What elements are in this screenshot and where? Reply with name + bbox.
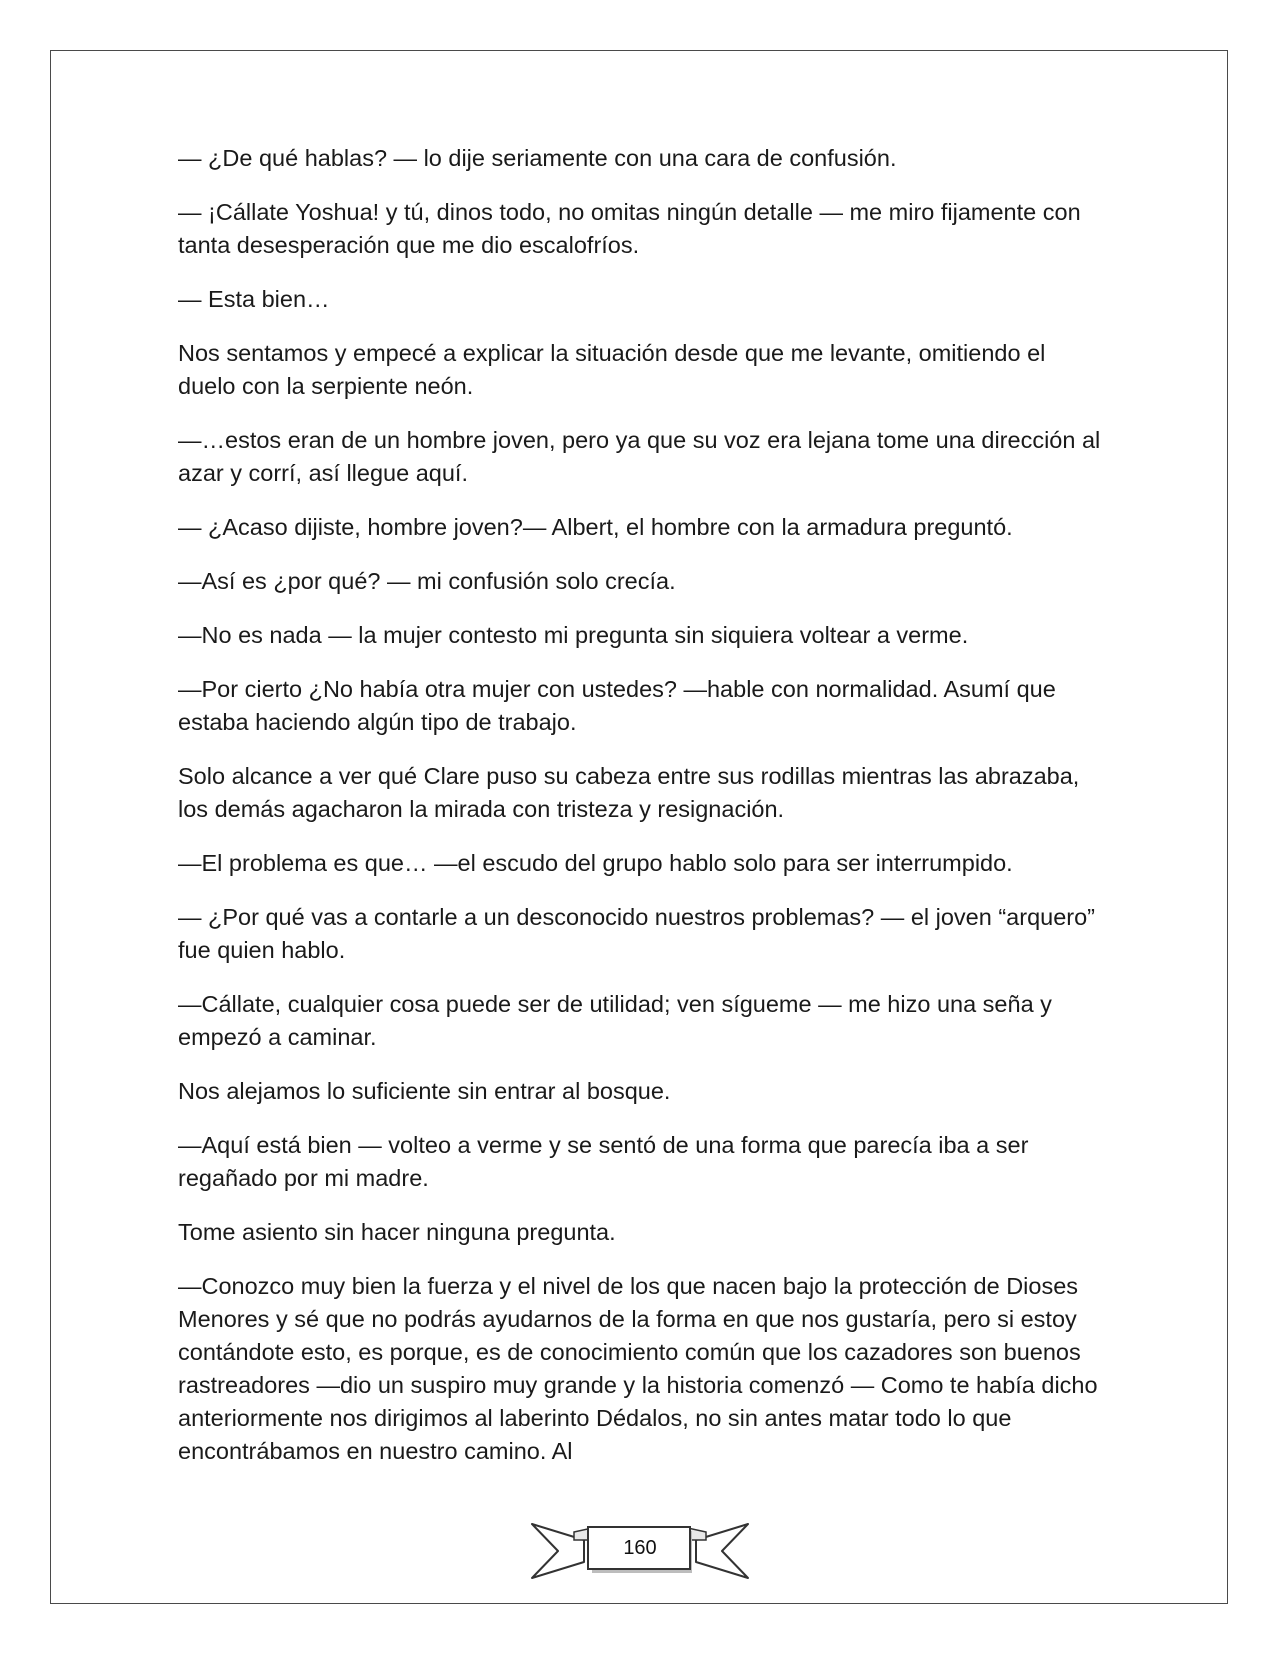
page-number-ribbon xyxy=(530,1518,750,1584)
paragraph: Solo alcance a ver qué Clare puso su cabeza entre sus rodillas mientras las abrazaba, los demás agacharon la mirada con tristeza y resignación. xyxy=(178,763,1080,822)
paragraph: —Cállate, cualquier cosa puede ser de utilidad; ven sígueme — me hizo una seña y empezó a caminar. xyxy=(178,991,1052,1050)
paragraph: —El problema es que… —el escudo del grupo hablo solo para ser interrumpido. xyxy=(178,850,1013,876)
paragraph: — ¿De qué hablas? — lo dije seriamente con una cara de confusión. xyxy=(178,145,897,171)
page-number: 160 xyxy=(623,1537,657,1559)
paragraph: Nos alejamos lo suficiente sin entrar al bosque. xyxy=(178,1078,671,1104)
paragraph: —No es nada — la mujer contesto mi pregunta sin siquiera voltear a verme. xyxy=(178,622,969,648)
paragraph: Tome asiento sin hacer ninguna pregunta. xyxy=(178,1219,616,1245)
paragraph: —Conozco muy bien la fuerza y el nivel de los que nacen bajo la protección de Dioses Menores y sé que no podrás ayudarnos de la forma en que nos gustaría, pero si estoy contándote esto, es porque, es de conocimiento común que los cazadores son buenos rastreadores —dio un suspiro muy grande y la historia comenzó — Como te había dicho anteriormente nos dirigimos al laberinto Dédalos, no sin antes matar todo lo que encontrábamos en nuestro camino. Al xyxy=(178,1273,1098,1464)
paragraph: — ¡Cállate Yoshua! y tú, dinos todo, no omitas ningún detalle — me miro fijamente con tanta desesperación que me dio escalofríos. xyxy=(178,199,1081,258)
paragraph: — ¿Acaso dijiste, hombre joven?— Albert, el hombre con la armadura preguntó. xyxy=(178,514,1013,540)
page-body xyxy=(178,142,1108,1489)
paragraph: — ¿Por qué vas a contarle a un desconocido nuestros problemas? — el joven “arquero” fue quien hablo. xyxy=(178,904,1095,963)
paragraph: — Esta bien… xyxy=(178,286,330,312)
paragraph: —Aquí está bien — volteo a verme y se sentó de una forma que parecía iba a ser regañado por mi madre. xyxy=(178,1132,1029,1191)
paragraph: Nos sentamos y empecé a explicar la situación desde que me levante, omitiendo el duelo con la serpiente neón. xyxy=(178,340,1046,399)
paragraph: —…estos eran de un hombre joven, pero ya que su voz era lejana tome una dirección al azar y corrí, así llegue aquí. xyxy=(178,427,1101,486)
paragraph: —Por cierto ¿No había otra mujer con ustedes? —hable con normalidad. Asumí que estaba haciendo algún tipo de trabajo. xyxy=(178,676,1056,735)
paragraph: —Así es ¿por qué? — mi confusión solo crecía. xyxy=(178,568,676,594)
